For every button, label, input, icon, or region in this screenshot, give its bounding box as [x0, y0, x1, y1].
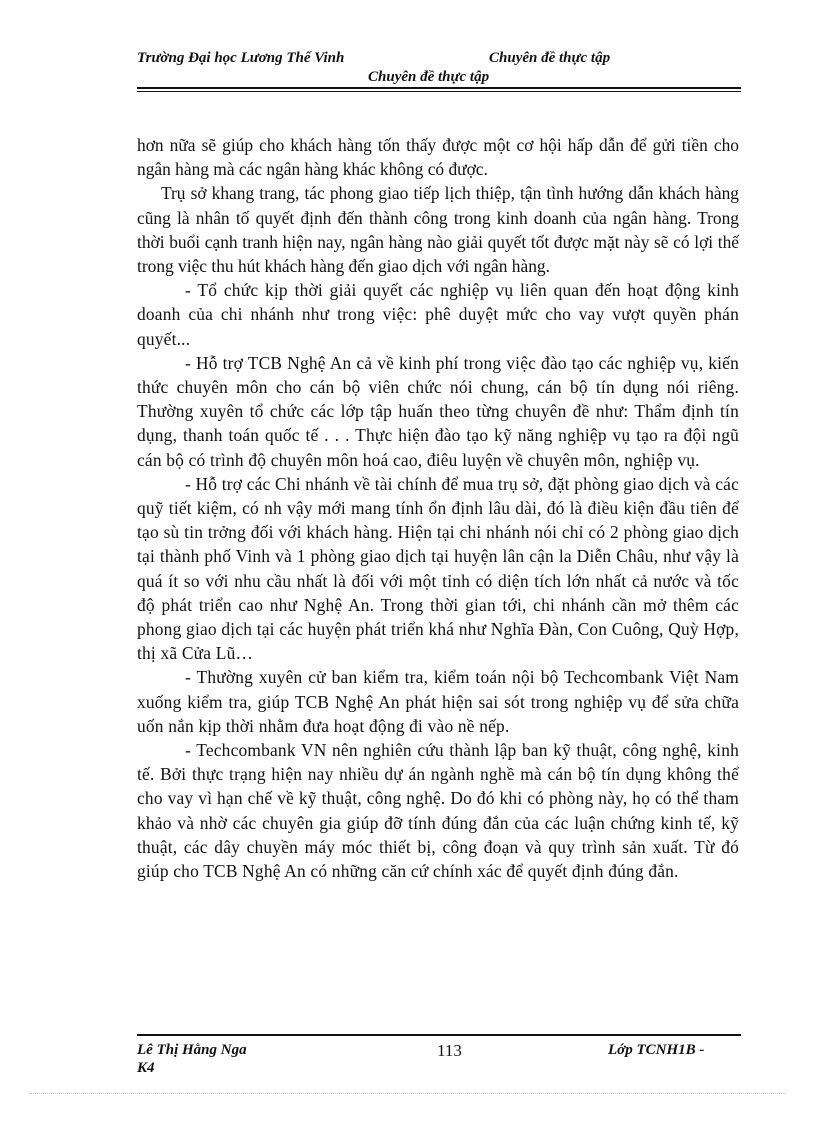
paragraph-bullet-finance: - Hỗ trợ các Chi nhánh về tài chính để mua trụ sở, đặt phòng giao dịch và các quỹ tiết kiệm, có nh vậy mới mang tính ổn định lâu dài, đó là điều kiện đầu tiên để tạo sù tin trởng đối với khách hàng. Hiện tại chi nhánh nói chỉ có 2 phòng giao dịch tại thành phố Vinh và 1 phòng giao dịch tại huyện lân cận la Diễn Châu, như vậy là quá ít so với nhu cầu nhất là đối với một tỉnh có diện tích lớn nhất cả nước và tốc độ phát triển cao như Nghệ An. Trong thời gian tới, chi nhánh cần mở thêm các phong giao dịch tại các huyện phát triển khá như Nghĩa Đàn, Con Cuông, Quỳ Hợp, thị xã Cửa Lũ…: [137, 473, 739, 664]
paragraph-bullet-audit: - Thường xuyên cử ban kiểm tra, kiểm toán nội bộ Techcombank Việt Nam xuống kiểm tra, giúp TCB Nghệ An phát hiện sai sót trong nghiệp vụ để sửa chữa uốn nắn kịp thời nhằm đưa hoạt động đi vào nề nếp.: [137, 667, 739, 736]
footer-author-continued: K4: [137, 1060, 155, 1076]
footer-class: Lớp TCNH1B -: [608, 1042, 705, 1058]
paragraph-headquarters: Trụ sở khang trang, tác phong giao tiếp lịch thiệp, tận tình hướng dẫn khách hàng cũng là nhân tố quyết định đến thành công trong kinh doanh của ngân hàng. Trong thời buổi cạnh tranh hiện nay, ngân hàng nào giải quyết tốt được mặt này sẽ có lợi thế trong việc thu hút khách hàng đến giao dịch với ngân hàng.: [137, 183, 739, 277]
header-rule-thick: [137, 87, 741, 89]
body-text: [137, 133, 739, 883]
page-number: 113: [437, 1041, 462, 1060]
header-school-name: Trường Đại học Lương Thế Vinh: [137, 50, 345, 66]
footer-author: Lê Thị Hằng Nga: [137, 1042, 247, 1058]
header-report-title: Chuyên đề thực tập: [489, 50, 611, 66]
paragraph-bullet-timely: - Tổ chức kịp thời giải quyết các nghiệp vụ liên quan đến hoạt động kinh doanh của chi nhánh như trong việc: phê duyệt mức cho vay vượt quyền phán quyết...: [137, 280, 739, 349]
header-rule-thin: [137, 91, 741, 92]
header-report-title-repeat: Chuyên đề thực tập: [368, 69, 490, 85]
paragraph-continuation: hơn nữa sẽ giúp cho khách hàng tốn thấy được một cơ hội hấp dẫn để gửi tiền cho ngân hàng mà các ngân hàng khác không có được.: [137, 135, 739, 180]
footer-rule: [137, 1034, 741, 1036]
paragraph-bullet-training: - Hỗ trợ TCB Nghệ An cả về kinh phí trong việc đào tạo các nghiệp vụ, kiến thức chuyên môn cho cán bộ viên chức nói chung, cán bộ tín dụng nói riêng. Thường xuyên tổ chức các lớp tập huấn theo từng chuyên đề như: Thẩm định tín dụng, thanh toán quốc tế . . . Thực hiện đào tạo kỹ năng nghiệp vụ tạo ra đội ngũ cán bộ có trình độ chuyên môn hoá cao, điêu luyện về chuyên môn, nghiệp vụ.: [137, 352, 739, 470]
paragraph-bullet-technical: - Techcombank VN nên nghiên cứu thành lập ban kỹ thuật, công nghệ, kinh tế. Bởi thực trạng hiện nay nhiều dự án ngành nghề mà cán bộ tín dụng không thể cho vay vì hạn chế về kỹ thuật, công nghệ. Do đó khi có phòng này, họ có thể tham khảo và nhờ các chuyên gia giúp đỡ tính đúng đắn của các luận chứng kinh tế, kỹ thuật, các dây chuyền máy móc thiết bị, công đoạn và quy trình sản xuất. Từ đó giúp cho TCB Nghệ An có những căn cứ chính xác để quyết định đúng đắn.: [137, 740, 739, 882]
page-edge-divider: [30, 1093, 786, 1094]
